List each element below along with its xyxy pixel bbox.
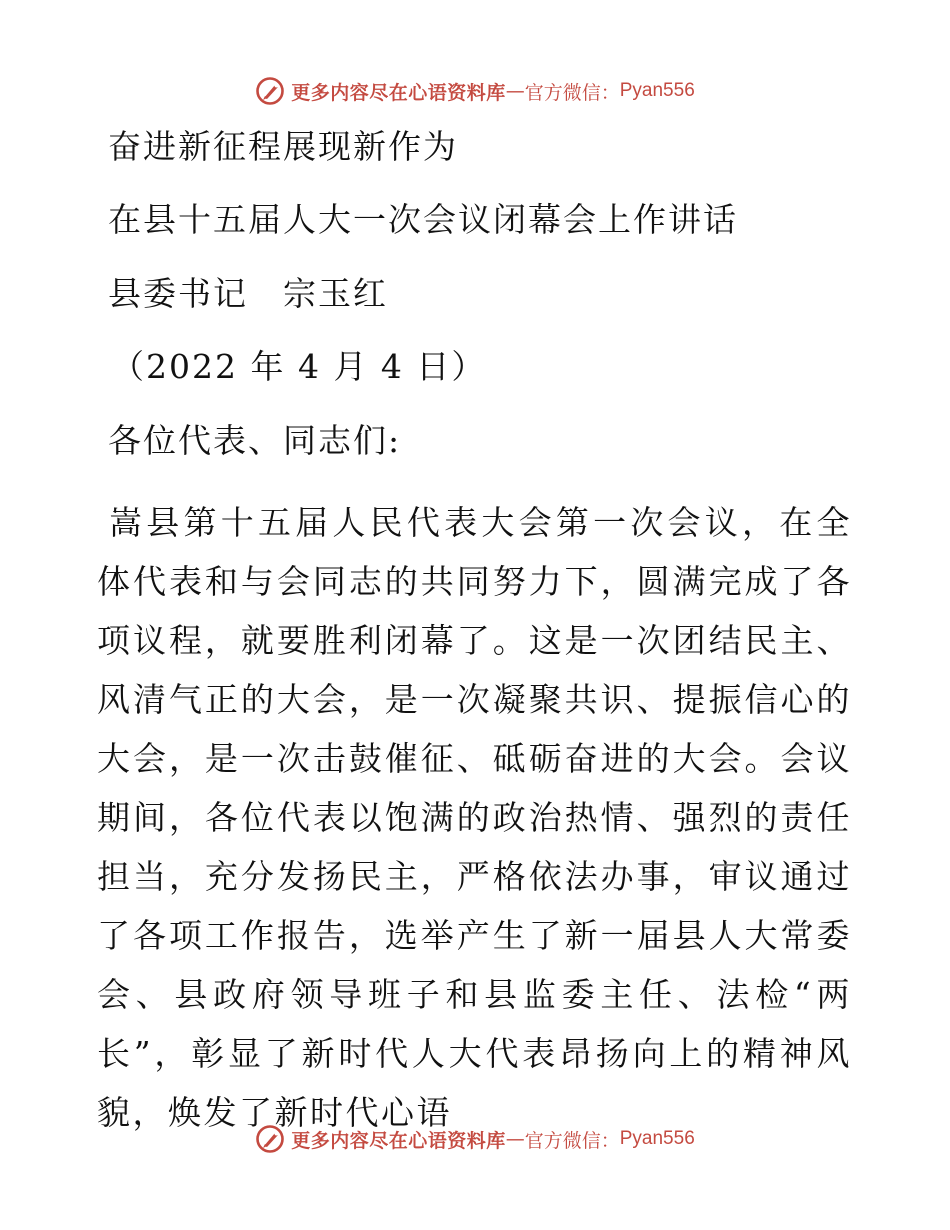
banner-main-text: 更多内容尽在心语资料库 xyxy=(291,1129,506,1152)
document-title: 奋进新征程展现新作为 xyxy=(108,127,458,166)
banner-wechat-id: Pyan556 xyxy=(619,80,695,101)
banner-label-text: 官方微信： xyxy=(524,81,620,104)
document-author: 县委书记 宗玉红 xyxy=(108,274,388,313)
document-subtitle: 在县十五届人大一次会议闭幕会上作讲话 xyxy=(108,200,738,239)
document-body-paragraph: 嵩县第十五届人民代表大会第一次会议，在全体代表和与会同志的共同努力下，圆满完成了各项议程，就要胜利闭幕了。这是一次团结民主、风清气正的大会，是一次凝聚共识、提振信心的大会，是一次击鼓催征、砥砺奋进的大会。会议期间，各位代表以饱满的政治热情、强烈的责任担当，充分发扬民主，严格依法办事，审议通过了各项工作报告，选举产生了新一届县人大常委会、县政府领导班子和县监委主任、法检“两长”，彰显了新时代人大代表昂扬向上的精神风貌，焕发了新时代心语 xyxy=(97,503,852,1132)
banner-wechat-id: Pyan556 xyxy=(619,1128,695,1149)
quill-pen-logo-icon xyxy=(255,1124,285,1154)
banner-separator: — xyxy=(505,1128,525,1150)
header-watermark-banner xyxy=(0,71,950,111)
quill-pen-logo-icon xyxy=(255,76,285,106)
document-date: （2022 年 4 月 4 日） xyxy=(111,347,487,386)
banner-separator: — xyxy=(505,80,525,102)
footer-watermark-banner xyxy=(0,1119,950,1159)
banner-main-text: 更多内容尽在心语资料库 xyxy=(291,81,506,104)
banner-label-text: 官方微信： xyxy=(524,1129,620,1152)
document-salutation: 各位代表、同志们: xyxy=(108,421,402,460)
